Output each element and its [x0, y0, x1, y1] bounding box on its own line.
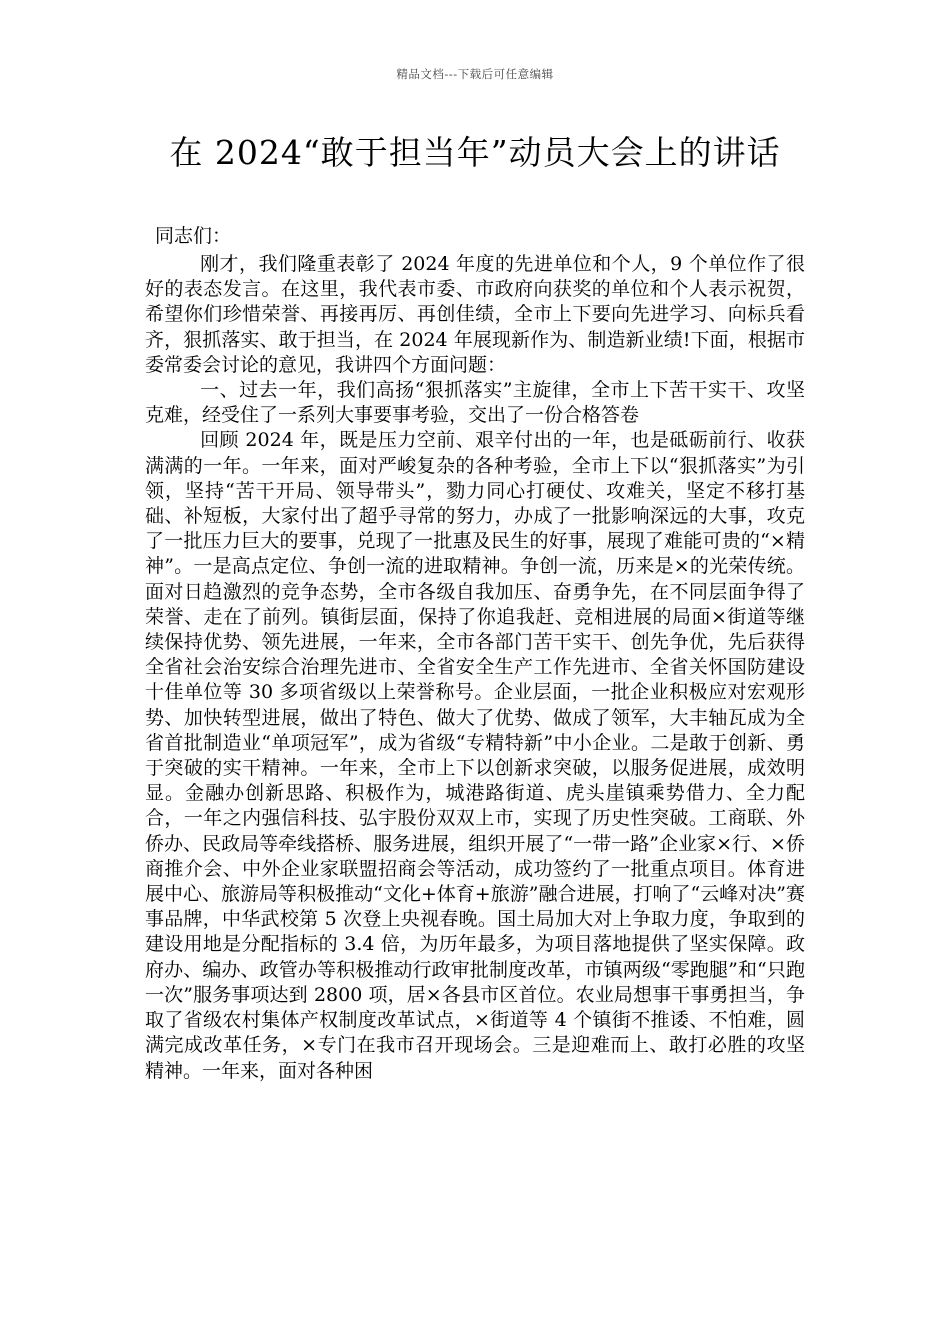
page-header: 精品文档---下载后可任意编辑: [396, 67, 554, 81]
greeting: 同志们：: [155, 225, 232, 247]
section-heading-1: 一、过去一年，我们高扬“狠抓落实”主旋律，全市上下苦干实干、攻坚克难，经受住了一系列大事要事考验，交出了一份合格答卷: [145, 379, 805, 427]
body-text: [145, 252, 805, 1084]
paragraph-review: 回顾 2024 年，既是压力空前、艰辛付出的一年，也是砥砺前行、收获满满的一年。一年来，面对严峻复杂的各种考验，全市上下以“狠抓落实”为引领，坚持“苦干开局、领导带头”，勠力同心打硬仗、攻难关，坚定不移打基础、补短板，大家付出了超乎寻常的努力，办成了一批影响深远的大事，攻克了一批压力巨大的要事，兑现了一批惠及民生的好事，展现了难能可贵的“×精神”。一是高点定位、争创一流的进取精神。争创一流，历来是×的光荣传统。面对日趋激烈的竞争态势，全市各级自我加压、奋勇争先，在不同层面争得了荣誉、走在了前列。镇街层面，保持了你追我赶、竞相进展的局面×街道等继续保持优势、领先进展，一年来，全市各部门苦干实干、创先争优，先后获得全省社会治安综合治理先进市、全省安全生产工作先进市、全省关怀国防建设十佳单位等 30 多项省级以上荣誉称号。企业层面，一批企业积极应对宏观形势、加快转型进展，做出了特色、做大了优势、做成了领军，大丰轴瓦成为全省首批制造业“单项冠军”，成为省级“专精特新”中小企业。二是敢于创新、勇于突破的实干精神。一年来，全市上下以创新求突破，以服务促进展，成效明显。金融办创新思路、积极作为，城港路街道、虎头崖镇乘势借力、全力配合，一年之内强信科技、弘宇股份双双上市，实现了历史性突破。工商联、外侨办、民政局等牵线搭桥、服务进展，组织开展了“一带一路”企业家×行、×侨商推介会、中外企业家联盟招商会等活动，成功签约了一批重点项目。体育进展中心、旅游局等积极推动“文化+体育+旅游”融合进展，打响了“云峰对决”赛事品牌，中华武校第 5 次登上央视春晚。国土局加大对上争取力度，争取到的建设用地是分配指标的 3.4 倍，为历年最多，为项目落地提供了坚实保障。政府办、编办、政管办等积极推动行政审批制度改革，市镇两级“零跑腿”和“只跑一次”服务事项达到 2800 项，居×各县市区首位。农业局想事干事勇担当，争取了省级农村集体产权制度改革试点，×街道等 4 个镇街不推诿、不怕难，圆满完成改革任务，×专门在我市召开现场会。三是迎难而上、敢打必胜的攻坚精神。一年来，面对各种困: [145, 429, 805, 1082]
paragraph-intro: 刚才，我们隆重表彰了 2024 年度的先进单位和个人，9 个单位作了很好的表态发言。在这里，我代表市委、市政府向获奖的单位和个人表示祝贺，希望你们珍惜荣誉、再接再厉、再创佳绩，全市上下要向先进学习、向标兵看齐，狠抓落实、敢于担当，在 2024 年展现新作为、制造新业绩!下面，根据市委常委会讨论的意见，我讲四个方面问题：: [145, 253, 805, 376]
document-title: 在 2024“敢于担当年”动员大会上的讲话: [169, 133, 781, 172]
